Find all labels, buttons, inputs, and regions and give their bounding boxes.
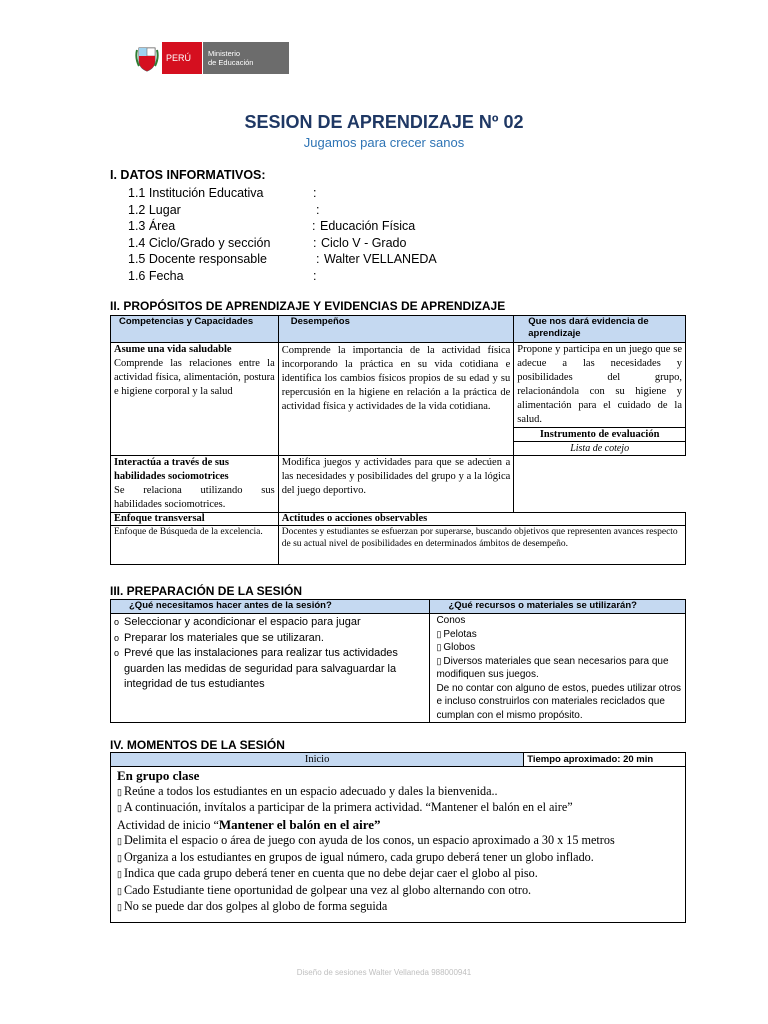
antes-list	[111, 614, 430, 723]
competencia-1	[111, 343, 279, 456]
propositos-table	[110, 315, 686, 565]
momentos-table	[110, 752, 686, 923]
bullet-icon: o	[114, 648, 120, 658]
col-header-desempenos: Desempeños	[278, 316, 514, 343]
list-item: ▯ Diversos materiales que sean necesarios para que modifiquen sus juegos.	[436, 655, 669, 680]
list-item: o Preparar los materiales que se utilizaran.	[114, 631, 426, 647]
empty-cell	[514, 456, 686, 513]
checkbox-icon: ▯	[436, 655, 442, 666]
list-item: ▯ Globos	[436, 642, 476, 653]
section-2-heading: II. PROPÓSITOS DE APRENDIZAJE Y EVIDENCIAS DE APRENDIZAJE	[110, 299, 506, 313]
col-header-competencias: Competencias y Capacidades	[111, 316, 279, 343]
checkbox-icon: ▯	[436, 642, 442, 652]
inicio-content	[111, 767, 686, 923]
instrumento-title: Instrumento de evaluación	[514, 428, 685, 442]
logo-country: PERÚ	[162, 42, 202, 74]
enfoque-value: Enfoque de Búsqueda de la excelencia.	[111, 526, 279, 565]
col-header-antes: ¿Qué necesitamos hacer antes de la sesión?	[111, 600, 430, 614]
desempeno-1: Comprende la importancia de la actividad física incorporando la práctica en su vida cotidiana e identifica los cambios físicos propios de su edad y su repercusión en la higiene en relación a la práctica de actividad física y actividades de la vida cotidiana.	[278, 343, 514, 456]
minedu-logo	[132, 42, 289, 74]
bullet-icon: o	[114, 632, 120, 643]
time-label: Tiempo aproximado: 20 min	[524, 753, 686, 767]
col-header-recursos: ¿Qué recursos o materiales se utilizarán?	[430, 600, 686, 614]
actitudes-value: Docentes y estudiantes se esfuerzan por superarse, buscando objetivos que representen avances respecto de su actual nivel de posibilidades en determinados ámbitos de desempeño.	[278, 526, 685, 565]
info-row: 1.4 Ciclo/Grado y sección : Ciclo V - Grado	[128, 235, 407, 250]
list-item: ▯ Organiza a los estudiantes en grupos de igual número, cada grupo deberá tener un globo inflado.	[117, 849, 594, 864]
info-row: 1.2 Lugar :	[128, 202, 320, 217]
checkbox-icon: ▯	[117, 836, 122, 846]
competencia-1-text: Comprende las relaciones entre la actividad física, alimentación, postura e higiene corporal y la salud	[114, 358, 275, 397]
col-header-evidencia: Que nos dará evidencia de aprendizaje	[514, 316, 686, 343]
checkbox-icon: ▯	[117, 852, 122, 863]
bullet-icon: o	[114, 617, 120, 627]
desempeno-2: Modifica juegos y actividades para que se adecúen a las necesidades y posibilidades del grupo y a la lógica del juego deportivo.	[278, 456, 514, 513]
instrumento-cell	[514, 428, 686, 456]
info-row: 1.1 Institución Educativa :	[128, 186, 317, 200]
page-title: SESION DE APRENDIZAJE Nº 02	[244, 112, 524, 132]
enfoque-title: Enfoque transversal	[111, 513, 279, 526]
checkbox-icon: ▯	[117, 786, 122, 797]
activity-line: Actividad de inicio “Mantener el balón en el aire”	[117, 816, 381, 832]
section-3-heading: III. PREPARACIÓN DE LA SESIÓN	[110, 584, 303, 598]
info-row: 1.3 Área : Educación Física	[128, 219, 416, 233]
preparacion-table	[110, 599, 686, 723]
competencia-2	[111, 456, 279, 513]
list-item: ▯ A continuación, invítalos a participar de la primera actividad. “Mantener el balón en el aire”	[117, 800, 573, 814]
actitudes-title: Actitudes o acciones observables	[278, 513, 685, 526]
list-item: o Seleccionar y acondicionar el espacio para jugar	[114, 615, 426, 631]
datos-informativos	[128, 185, 437, 284]
checkbox-icon: ▯	[117, 902, 122, 912]
checkbox-icon: ▯	[436, 628, 442, 639]
evidencia: Propone y participa en un juego que se adecue a las necesidades y posibilidades del grupo, relacionándola con su higiene y alimentación para el cuidado de la salud.	[514, 343, 686, 428]
competencia-1-title: Asume una vida saludable	[114, 344, 232, 355]
phase-label: Inicio	[111, 753, 524, 767]
logo-ministry: Ministerio de Educación	[202, 42, 289, 74]
list-item: ▯ Cado Estudiante tiene oportunidad de golpear una vez al globo alternando con otro.	[117, 882, 532, 897]
checkbox-icon: ▯	[117, 885, 122, 896]
instrumento-value: Lista de cotejo	[570, 443, 630, 454]
section-1-heading: I. DATOS INFORMATIVOS:	[110, 168, 266, 182]
list-item: ▯ Pelotas	[436, 628, 477, 640]
checkbox-icon: ▯	[117, 803, 122, 813]
info-row: 1.5 Docente responsable : Walter VELLANEDA	[128, 252, 437, 266]
competencia-2-title: Interactúa a través de sus habilidades sociomotrices	[114, 457, 229, 482]
page-subtitle: Jugamos para crecer sanos	[303, 135, 465, 150]
recursos-list: Conos ▯ Pelotas ▯ Globos ▯ Diversos materiales que sean necesarios para que modifiquen sus juegos. De no contar con alguno de estos, puedes utilizar otros e incluso construirlos con materiales reciclados que cumplan con el mismo propósito.	[430, 614, 686, 723]
list-item: ▯ Delimita el espacio o área de juego con ayuda de los conos, un espacio aproximado a 30 x 15 metros	[117, 833, 615, 847]
list-item: ▯ No se puede dar dos golpes al globo de forma seguida	[117, 899, 388, 913]
footer: Diseño de sesiones Walter Vellaneda 988000941	[296, 968, 472, 977]
coat-of-arms-icon	[132, 42, 162, 74]
list-item: o Prevé que las instalaciones para realizar tus actividades guarden las medidas de seguridad para salvaguardar la integridad de tus estudiantes	[114, 646, 426, 693]
list-item: ▯ Reúne a todos los estudiantes en un espacio adecuado y dales la bienvenida..	[117, 783, 498, 798]
info-row: 1.6 Fecha :	[128, 268, 317, 283]
list-item: ▯ Indica que cada grupo deberá tener en cuenta que no debe dejar caer el globo al piso.	[117, 866, 538, 880]
competencia-2-text: Se relaciona utilizando sus habilidades sociomotrices.	[114, 485, 275, 510]
checkbox-icon: ▯	[117, 869, 122, 879]
group-title: En grupo clase	[117, 768, 200, 783]
section-4-heading: IV. MOMENTOS DE LA SESIÓN	[110, 738, 285, 752]
